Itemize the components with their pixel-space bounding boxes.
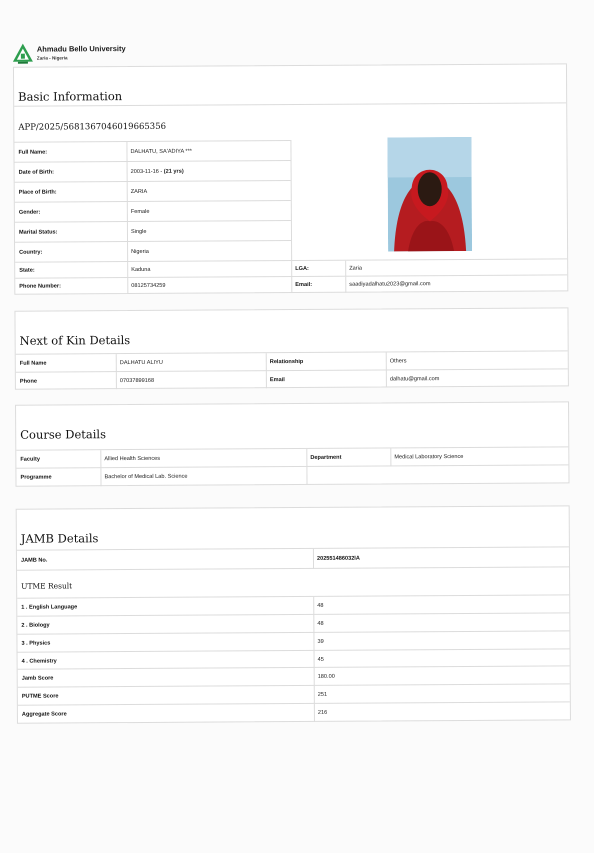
jamb-no-value: 202551486032IA (316, 555, 360, 562)
subject-score: 48 (317, 602, 324, 609)
kin-relationship-label: Relationship (269, 358, 304, 366)
state-label: State: (19, 267, 35, 274)
subject-label: 1 . English Language (21, 604, 78, 611)
university-header (12, 42, 126, 65)
jamb-score-value: 180.00 (317, 673, 335, 680)
aggregate-score-value: 216 (317, 709, 328, 716)
kin-email-label: Email (269, 376, 285, 383)
kin-name-label: Full Name (19, 360, 47, 367)
dob-value (127, 161, 291, 182)
faculty-value: Allied Health Sciences (104, 455, 161, 463)
gender-label: Gender: (18, 209, 41, 216)
basic-information-card (13, 63, 568, 294)
subject-label: 2 . Biology (21, 622, 50, 629)
faculty-label: Faculty (20, 456, 40, 463)
aggregate-score-label: Aggregate Score (21, 711, 67, 718)
jamb-details-card (16, 505, 571, 723)
kin-phone-label: Phone (19, 378, 37, 385)
subject-label: 4 . Chemistry (21, 657, 57, 665)
department-value: Medical Laboratory Science (394, 454, 464, 461)
dob-date: 2003-11-16 - (130, 168, 163, 176)
phone-label: Phone Number: (19, 283, 61, 290)
pob-label: Place of Birth: (18, 189, 57, 196)
kin-relationship-value: Others (389, 358, 407, 365)
kin-email-value: dalhatu@gmail.com (389, 375, 440, 382)
state-value: Kaduna (131, 266, 151, 274)
info-row-phone-email (15, 274, 567, 294)
application-id: APP/2025/5681367046019665356 (18, 121, 167, 133)
subject-score: 39 (317, 638, 324, 645)
country-value: Nigeria (131, 248, 149, 256)
course-details-title: Course Details (20, 427, 107, 442)
putme-score-value: 251 (317, 691, 328, 698)
full-name-value: DALHATU, SA'ADIYA *** (130, 148, 192, 156)
subject-score: 45 (317, 656, 324, 663)
lga-label: LGA: (295, 265, 309, 273)
subject-score: 48 (317, 620, 324, 627)
jamb-details-title: JAMB Details (20, 531, 99, 546)
lga-value: Zaria (349, 265, 362, 272)
university-location: Zaria - Nigeria (36, 55, 68, 61)
kin-row-2 (16, 368, 568, 389)
next-of-kin-card (14, 307, 568, 389)
programme-value: Bachelor of Medical Lab. Science (104, 473, 188, 481)
marital-value: Single (130, 228, 147, 236)
gender-value: Female (130, 208, 150, 216)
university-name: Ahmadu Bello University (36, 44, 126, 55)
course-details-card (15, 401, 569, 486)
email-value: saadiyadalhatu2023@gmail.com (349, 281, 431, 288)
next-of-kin-title: Next of Kin Details (19, 333, 131, 348)
jamb-no-label: JAMB No. (20, 557, 48, 564)
kin-name-value: DALHATU ALIYU (119, 359, 163, 367)
age-value: (21 yrs) (163, 168, 184, 175)
applicant-passport-photo (387, 137, 472, 252)
basic-information-title: Basic Information (18, 89, 123, 104)
putme-score-label: PUTME Score (21, 693, 59, 700)
email-label: Email: (295, 281, 313, 289)
country-label: Country: (19, 249, 43, 256)
marital-label: Marital Status: (18, 229, 58, 236)
utme-result-title: UTME Result (21, 581, 73, 591)
university-logo-icon (12, 43, 34, 65)
phone-value: 08125734259 (131, 282, 166, 290)
dob-label: Date of Birth: (18, 169, 55, 176)
aggregate-score-row (18, 701, 570, 723)
course-row-2 (16, 464, 568, 486)
department-label: Department (310, 454, 342, 461)
full-name-label: Full Name: (18, 149, 48, 156)
programme-label: Programme (20, 474, 52, 481)
subject-label: 3 . Physics (21, 640, 51, 647)
jamb-score-label: Jamb Score (21, 675, 54, 682)
kin-phone-value: 07037899168 (119, 377, 155, 384)
pob-value: ZARIA (130, 188, 148, 196)
